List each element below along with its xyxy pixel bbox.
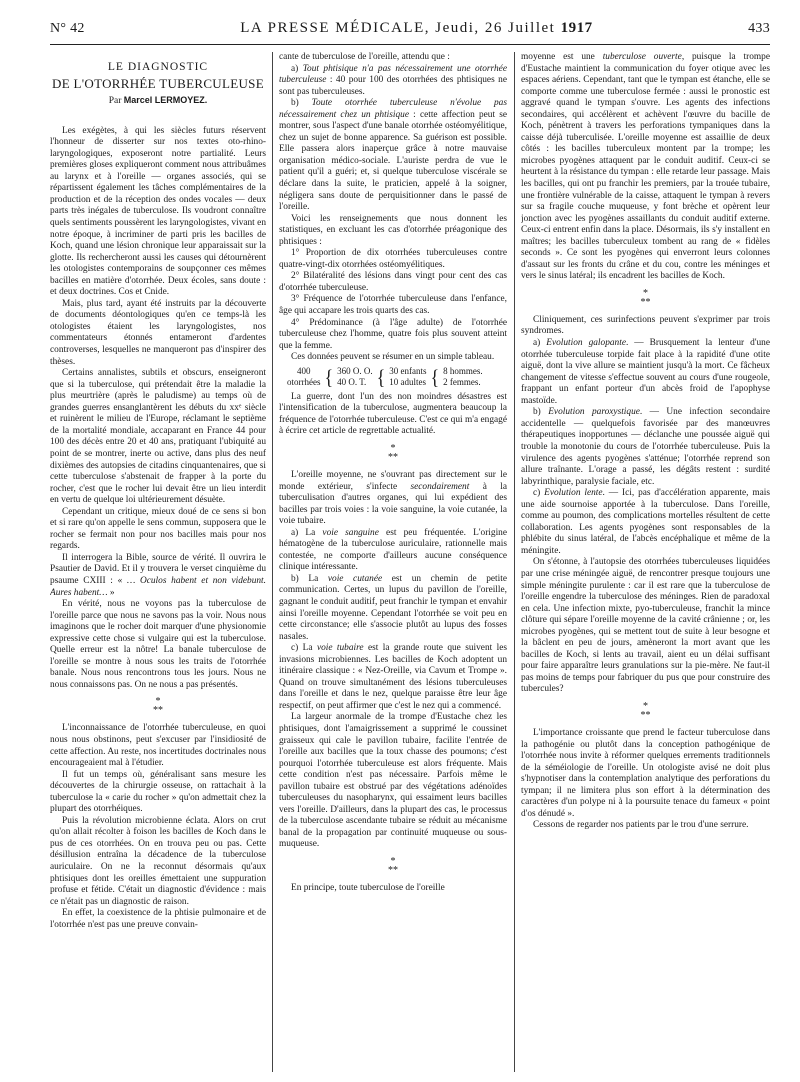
- paragraph: Cependant un critique, mieux doué de ce sens si bon et si rare qu'on appelle le sens commun, supposera que le rocher se fermait non pour nos bacilles mais pour nos regards.: [50, 506, 266, 552]
- total-label: otorrhées: [287, 376, 321, 387]
- ornament-star: *: [388, 865, 393, 876]
- paragraph: Cliniquement, ces surinfections peuvent s'exprimer par trois syndromes.: [521, 314, 770, 337]
- paragraph: La guerre, dont l'un des non moindres désastres est l'intensification de la tuberculose, augmentera beaucoup la fréquence de l'otorrhée tuberculeuse. C'est ce qui m'a engagé à écrire cet article de regrettable actualité.: [279, 391, 507, 437]
- ornament-star: *: [393, 865, 398, 876]
- journal-name: LA PRESSE MÉDICALE,: [240, 20, 430, 36]
- text-run: : 40 pour 100 des otorrhées des phtisiques ne sont pas tuberculeuses.: [279, 75, 507, 97]
- column-3: [521, 52, 770, 1077]
- ornament-star: *: [640, 296, 646, 308]
- enfants-count: 30 enfants: [389, 365, 427, 376]
- column-1: [50, 52, 266, 1077]
- text-run: moyenne est une: [521, 52, 603, 62]
- route-a: [279, 528, 507, 574]
- section-ornament: [279, 857, 507, 875]
- summary-table: [287, 366, 507, 388]
- adultes-count: 10 adultes: [389, 376, 427, 387]
- paragraph: L'inconnaissance de l'otorrhée tuberculeuse, en quoi nous nous obstinons, peut s'excuser par l'insidiosité de cette affection. Au reste, nos incertitudes doctrinales nous encourageaient mal à l'étudier.: [50, 723, 266, 769]
- ornament-star: *: [640, 709, 646, 721]
- italic-text: Toute otorrhée tuberculeuse n'évolue pas nécessairement chez un phtisique: [279, 98, 507, 120]
- item-label: c): [533, 488, 545, 499]
- syndrome-a: [521, 338, 770, 407]
- list-item-b: [279, 98, 507, 213]
- paragraph: Cessons de regarder nos patients par le trou d'une serrure.: [533, 820, 749, 831]
- text-run: est un chemin de petite communication. Certes, un lupus du pavillon de l'oreille, gagnant le conduit auditif, peut franchir le tympan et envahir ainsi l'oreille moyenne. Cependant l'otorrhée se voit peu en cette circonstance; elle s'associe plutôt au lupus des fosses nasales.: [279, 573, 507, 642]
- table-age: [389, 366, 426, 388]
- ornament-star: *: [158, 705, 163, 717]
- text-run: . — Ici, pas d'accélération apparente, mais une aide sournoise apportée à la tuberculose. Dans l'oreille, comme au poumon, des complications mortelles résultent de cette collaboration. Les agents pyogènes sont responsables de la phlébite du sinus latéral, de l'abcès encéphalique et même de la méningite.: [521, 488, 770, 556]
- issue-number: N° 42: [50, 21, 85, 36]
- text-run: L'oreille moyenne, ne s'ouvrant pas directement sur le monde extérieur, s'infecte: [279, 469, 507, 492]
- paragraph: Mais, plus tard, ayant été instruits par la découverte de documents déontologiques qu'en ce temps-là les otologistes étaient les laryngologistes, nos commentateurs étonnés entameront d'ardentes controverses, lesquelles ne manqueront pas d'inspirer des thèses.: [50, 298, 266, 367]
- ornament-star: *: [643, 287, 648, 299]
- paragraph: [279, 470, 507, 528]
- text-run: . — Brusquement la lenteur d'une otorrhée tuberculeuse torpide fait place à la rapidité d'une otite aiguë, dont la vive allure se maintient jusqu'à la mort. Ce fâcheux changement de vitesse s'effectue souvent au cours d'une rougeole, frappant un enfant porteur d'un abcès froid de l'apophyse mastoïde.: [521, 338, 770, 406]
- text-run: , puisque la trompe d'Eustache maintient la communication du foyer otique avec les espaces aériens. Cependant, tant que le tympan est étanche, elle se comporte comme une tuberculose fermée : aussi le pronostic est aggravé quand le tympan s'ouvre. Les agents des infections secondaires, qui accélèrent et achèvent l'œuvre du bacille de Koch, pénètrent à travers les perforations tympaniques dans la caisse déjà tuberculisée. L'oreille moyenne est assaillie de deux côtés : les bacilles tuberculeux montent par la trompe; les microbes pyogènes attaquent par le conduit auditif. Ceux-ci se heurtent à la résistance du tympan : elle retarde leur passage. Mais les bacilles, qui ont pu franchir les premiers, par la trouée tubaire, une frontière vulnérable de la caisse, attaquent le tympan à revers sur sa fragile couche muqueuse, y font brèche et opèrent leur jonction avec les pyogènes assaillants du conduit auditif externe. Ceux-ci entrent enfin dans la place. Désormais, ils s'y installent en maîtres; les bacilles tuberculeux tombent au rang de « fidèles seconds ». Ce sont les pyogènes qui enverront leurs colonnes d'assaut sur les fronts du crâne et du cou, contre les méninges et vers le sinus latéral; ils encadrent les bacilles de Koch.: [521, 52, 770, 282]
- italic-text: voie cutanée: [327, 573, 383, 584]
- text-run: »: [107, 587, 115, 598]
- brace-glyph: {: [376, 364, 386, 389]
- italic-text: Tout phtisique n'a pas nécessairement une otorrhée tuberculeuse: [279, 63, 507, 86]
- issue-year: 1917: [560, 20, 593, 36]
- ornament-star: *: [643, 700, 648, 712]
- ornament-star: *: [645, 709, 651, 721]
- hommes-count: 8 hommes.: [443, 365, 483, 376]
- italic-text: Evolution paroxystique: [548, 407, 640, 418]
- ornament-star-pair: [279, 866, 507, 875]
- ornament-star: *: [153, 705, 158, 717]
- paragraph: [50, 553, 266, 599]
- column-divider: [272, 52, 273, 1072]
- item-label: a): [533, 338, 547, 349]
- paragraph: cante de tuberculose de l'oreille, attendu que :: [279, 52, 450, 62]
- text-run: . — Une infection secondaire accidentelle — quelquefois favorisée par des manœuvres thérapeutiques inopportunes — déclanche une poussée aiguë qui trouble la monotonie du cours de l'otorrhée tuberculeuse. Puis la virulence des agents pyogènes s'atténue; l'otorrhée reprend son allure traînante. L'orage a passé, les dégâts restent : surdité labyrinthique, paralysie faciale, etc.: [521, 407, 770, 487]
- ornament-star: *: [390, 856, 396, 867]
- paragraph: En vérité, nous ne voyons pas la tuberculose de l'oreille parce que nous ne savons pas la voir. Nous nous imaginons que le rocher doit marquer d'une physionomie expressive cette chose si vulgaire qui est la tuberculose. Quelle erreur est la nôtre! La banale tuberculose de l'oreille se montre à nous sous les traits de l'otorrhée banale. Nous nous rencontrons tous les jours. Nous ne nous connaissons pas. On ne nous a pas présentés.: [50, 599, 266, 690]
- stat-item: 1° Proportion de dix otorrhées tuberculeuses contre quatre-vingt-dix otorrhées ostéomyélitiques.: [279, 248, 507, 270]
- italic-text: voie tubaire: [316, 643, 364, 654]
- ornament-star: *: [388, 451, 393, 463]
- article-title-line2: DE L'OTORRHÉE TUBERCULEUSE: [52, 75, 264, 91]
- table-split: [337, 366, 373, 388]
- paragraph: En effet, la coexistence de la phtisie pulmonaire et de l'otorrhée n'est pas une preuve convain-: [50, 908, 266, 930]
- item-label: b): [291, 98, 312, 109]
- text-run: Il interrogera la Bible, source de vérité. Il ouvrira le Psautier de David. Et il y trouvera le verset cinquième du psaume CXIII : «: [50, 552, 266, 586]
- text-run: est la grande route que suivent les invasions microbiennes. Les bacilles de Koch adoptent un itinéraire classique : « Nez-Oreille, via Cavum et Trompe ». Quand on trouve simultanément des lésions tuberculeuses dans l'oreille et dans le nez, quelque paraisse être leur âge respectif, on peut affirmer que c'est le nez qui a commencé.: [279, 643, 507, 711]
- byline-prefix: Par: [108, 96, 124, 107]
- column-divider: [514, 52, 515, 1072]
- paragraph: Voici les renseignements que nous donnent les statistiques, en excluant les cas d'otorrhée préagonique des phtisiques :: [279, 213, 507, 247]
- stat-item: 3° Fréquence de l'otorrhée tuberculeuse dans l'enfance, âge qui accapare les trois quarts des cas.: [279, 294, 507, 317]
- section-ornament: [521, 289, 770, 307]
- ornament-star-pair: [50, 706, 266, 715]
- stat-item: 2° Bilatéralité des lésions dans vingt pour cent des cas d'otorrhée tuberculeuse.: [279, 271, 507, 293]
- item-label: c) La: [291, 643, 317, 654]
- section-ornament: [279, 444, 507, 462]
- syndrome-b: [521, 407, 770, 488]
- total-count: 400: [297, 365, 311, 376]
- ot-count: 40 O. T.: [337, 376, 367, 387]
- byline: [50, 95, 266, 108]
- oo-count: 360 O. O.: [337, 365, 373, 376]
- paragraph: Certains annalistes, subtils et obscurs, enseigneront que si la tuberculose, qui prétendait être la maladie la plus meurtrière (après le paludisme) au temps où de grandes guerres ensanglantèrent les débuts du xxᵉ siècle et ruinèrent le milieu de l'Europe, réclamant le septième de la mortalité mondiale, accaparant en France 44 pour 100 des décès entre 20 et 40 ans, pratiquant l'ubiquité au point de se montrer, inerte ou active, dans plus des neuf dixièmes des autopsies de citadins cinquantenaires, que si cette tuberculose s'abstenait de frapper à la porte du rocher, c'est que le rocher lui devait être un lieu interdit en vertu de quelque loi ultérieurement désuète.: [50, 368, 266, 506]
- italic-text: Evolution galopante: [546, 338, 626, 349]
- table-total: [287, 366, 321, 388]
- issue-date: Jeudi, 26 Juillet: [435, 20, 561, 36]
- ornament-star: *: [393, 451, 398, 463]
- paragraph: Les exégètes, à qui les siècles futurs réservent l'honneur de disserter sur nos textes oto-rhino-laryngologiques, exposeront notre partialité. Leurs premières gloses expliqueront comment nous attribuâmes au larynx et à l'oreille — organes associés, qui se répartissent également les tâches complémentaires de la production et de la réception des ondes vocales — deux parts très inégales de tuberculose. Ils voudront connaître quels sentiments poussèrent les laryngologistes, vivant en notre époque, à incriminer de parti pris les bacilles de Koch, quand une lésion chronique leur apparaissait sur la glotte. Ils rechercheront aussi les causes qui détournèrent les otologistes contemporains de soupçonner ces mêmes bacilles en matière d'otorrhée. Deux écoles, sans doute : et deux doctrines. Cos et Cnide.: [50, 125, 266, 298]
- item-label: b) La: [291, 573, 328, 584]
- paragraph: [521, 52, 770, 283]
- item-label: a): [291, 63, 303, 74]
- femmes-count: 2 femmes.: [443, 376, 481, 387]
- header-rule: [50, 44, 770, 45]
- italic-text: tuberculose ouverte: [602, 52, 682, 62]
- list-item-a: [279, 64, 507, 99]
- italic-text: Evolution lente: [544, 488, 603, 499]
- item-label: b): [533, 407, 549, 418]
- text-run: est peu fréquentée. L'origine hématogène de la tuberculose auriculaire, rationnelle mais contestée, ne comporte d'ailleurs aucune conséquence clinique intéressante.: [279, 527, 507, 573]
- brace-glyph: {: [324, 364, 334, 389]
- paragraph: En principe, toute tuberculose de l'oreille: [291, 883, 445, 893]
- paragraph: Il fut un temps où, généralisant sans mesure les découvertes de la chirurgie osseuse, on rattachait à la tuberculose la « carie du rocher » qu'on admettait chez la plupart des otorrhéiques.: [50, 769, 266, 815]
- latin-quote: … Oculos habent et non videbunt. Aures habent…: [50, 575, 266, 598]
- stat-item: 4° Prédominance (à l'âge adulte) de l'otorrhée tuberculeuse chez l'homme, quatre fois plus souvent atteint que la femme.: [279, 317, 507, 351]
- italic-text: secondairement: [410, 481, 470, 492]
- ornament-star: *: [155, 696, 161, 708]
- paragraph: On s'étonne, à l'autopsie des otorrhées tuberculeuses liquidées par une crise méningée aiguë, de rencontrer presque toujours une simple méningite purulente : car il est rare que la tuberculose de l'oreille engendre la tuberculose des méninges. Rien de paradoxal en cela. Une infection mixte, pyo-tuberculeuse, franchit la mince clôture qui sépare l'oreille moyenne de la cavité crânienne ; or, les microbes pyogènes, qui se mettent tout de suite à leur besogne et la bâclent en peu de jours, amèneront la mort avant que les bacilles de Koch, si lents au travail, aient eu un délai suffisant pour faire apparaître leurs granulations sur la pie-mère. Ne faut-il pas moins de temps pour fabriquer du pus que pour construire des tubercules?: [521, 557, 770, 695]
- section-ornament: [50, 697, 266, 715]
- ornament-star-pair: [521, 298, 770, 307]
- text-run: : cette affection peut se montrer, sous l'aspect d'une banale otorrhée ostéomyélitique, chez un sujet de bonne apparence. Sa guérison est possible. Elle passera alors inaperçue grâce à notre mauvaise organisation médico-sociale. L'auriste perdra de vue le patient qu'il a guéri; et, si quelque tuberculose viscérale se déclare dans la suite, le praticien, appelé à la soigner, négligera sans doute de perquisitionner dans le passé de l'oreille.: [279, 109, 507, 213]
- table-sex: [443, 366, 483, 388]
- ornament-star: *: [390, 442, 396, 454]
- italic-text: voie sanguine: [322, 527, 379, 538]
- running-header: [50, 20, 770, 42]
- ornament-star-pair: [521, 711, 770, 720]
- paragraph: Puis la révolution microbienne éclata. Alors on crut qu'on allait récolter à foison les bacilles de Koch dans le pus de ces otorrhées. On en trouva peu ou pas. Cette désillusion entraîna la décadence de la tuberculose auriculaire. On ne la reconnut désormais qu'aux phtisiques dont les oreilles émettaient une suppuration profuse et fétide. C'était un diagnostic d'évidence : mais ce n'était pas un diagnostic de raison.: [50, 815, 266, 907]
- brace-glyph: {: [430, 364, 440, 389]
- route-c: [279, 643, 507, 712]
- paragraph: L'importance croissante que prend le facteur tuberculose dans la pathogénie ou plutôt dans la conception pathogénique de l'otorrhée nous invite à réformer quelques errements traditionnels de la séméiologie de l'oreille. Un otologiste avisé ne doit plus s'hypnotiser dans la contemplation analytique des perforations du tympan; il ne limitera plus son effort à la détermination des caractères d'un polype ni à la poursuite tenace du fameux « point d'os dénudé ».: [521, 727, 770, 819]
- item-label: a) La: [291, 527, 323, 538]
- column-2: [279, 52, 507, 1077]
- section-ornament: [521, 702, 770, 720]
- paragraph: La largeur anormale de la trompe d'Eustache chez les phtisiques, dont l'amaigrissement a supprimé le coussinet graisseux qui cale le pavillon tubaire, facilite l'entrée de l'oreille aux bacilles que la toux chasse des poumons; c'est pourquoi l'otorrhée tuberculeuse est alors fréquente. Mais cette condition n'est pas nécessaire. Parfois même le pavillon tubaire est obstrué par des végétations adénoïdes tuberculeuses du nasopharynx, qui essaiment leurs bacilles vers l'oreille. D'ailleurs, dans la plupart des cas, le processus de la tuberculose ascendante tubaire se réduit au mécanisme banal de la propagation par continuité muqueuse ou sous-muqueuse.: [279, 712, 507, 850]
- text-run: à la tuberculisation d'autres organes, qui lui expédient des bacilles par trois voies : la voie sanguine, la voie cutanée, la voie tubaire.: [279, 481, 507, 527]
- author-name: Marcel LERMOYEZ.: [123, 95, 208, 106]
- article-title-line1: LE DIAGNOSTIC: [107, 61, 209, 73]
- ornament-star-pair: [279, 453, 507, 462]
- ornament-star: *: [645, 296, 651, 308]
- syndrome-c: [521, 488, 770, 557]
- route-b: [279, 574, 507, 643]
- paragraph: Ces données peuvent se résumer en un simple tableau.: [291, 352, 495, 363]
- journal-title-date: [240, 20, 592, 37]
- page-number: 433: [748, 21, 770, 36]
